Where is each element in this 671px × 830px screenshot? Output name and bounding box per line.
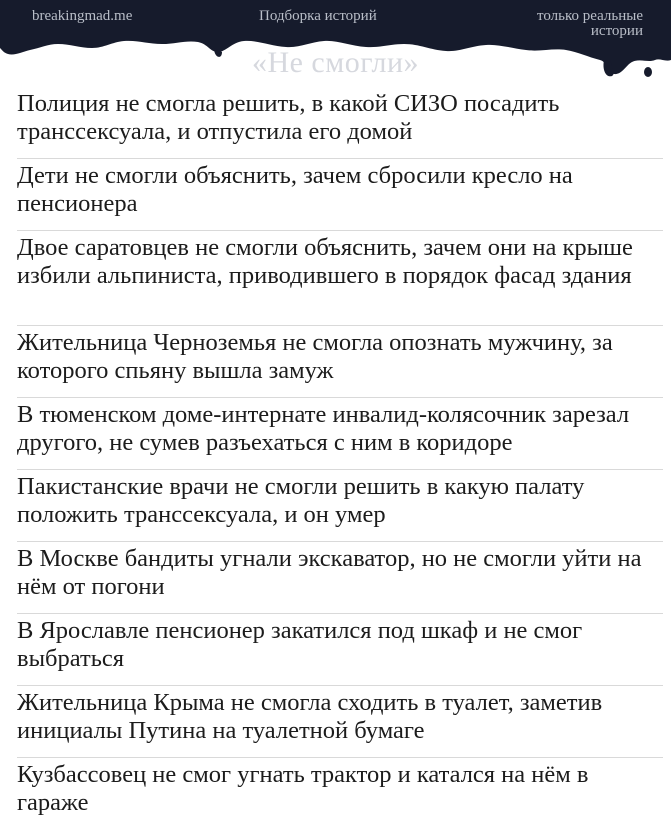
story-item[interactable]	[17, 159, 663, 231]
story-item[interactable]	[17, 87, 663, 159]
story-item[interactable]	[17, 686, 663, 758]
story-text: В тюменском доме-интернате инвалид-колясочник зарезал другого, не сумев разъехаться с ним в коридоре	[17, 401, 630, 456]
story-item[interactable]	[17, 614, 663, 686]
tagline: только реальные истории	[537, 8, 643, 39]
story-item[interactable]	[17, 758, 663, 830]
story-text: Полиция не смогла решить, в какой СИЗО посадить транссексуала, и отпустила его домой	[17, 90, 560, 145]
header-banner	[0, 0, 671, 90]
story-item[interactable]	[17, 326, 663, 398]
story-item[interactable]	[17, 231, 663, 326]
story-item[interactable]	[17, 398, 663, 470]
story-text: В Ярославле пенсионер закатился под шкаф и не смог выбраться	[17, 617, 583, 672]
story-text: Жительница Крыма не смогла сходить в туалет, заметив инициалы Путина на туалетной бумаге	[17, 689, 603, 744]
story-item[interactable]	[17, 542, 663, 614]
stories-list	[17, 87, 663, 830]
story-text: Двое саратовцев не смогли объяснить, зачем они на крыше избили альпиниста, приводившего в порядок фасад здания	[17, 234, 633, 289]
story-text: Пакистанские врачи не смогли решить в какую палату положить транссексуала, и он умер	[17, 473, 585, 528]
page-title: «Не смогли»	[251, 46, 420, 79]
story-item[interactable]	[17, 470, 663, 542]
site-name[interactable]: breakingmad.me	[32, 8, 133, 24]
collection-label: Подборка историй	[259, 8, 377, 24]
story-text: Жительница Черноземья не смогла опознать мужчину, за которого спьяну вышла замуж	[17, 329, 613, 384]
story-text: В Москве бандиты угнали экскаватор, но не смогли уйти на нём от погони	[17, 545, 642, 600]
story-text: Кузбассовец не смог угнать трактор и катался на нём в гараже	[17, 761, 589, 816]
story-text: Дети не смогли объяснить, зачем сбросили кресло на пенсионера	[17, 162, 573, 217]
